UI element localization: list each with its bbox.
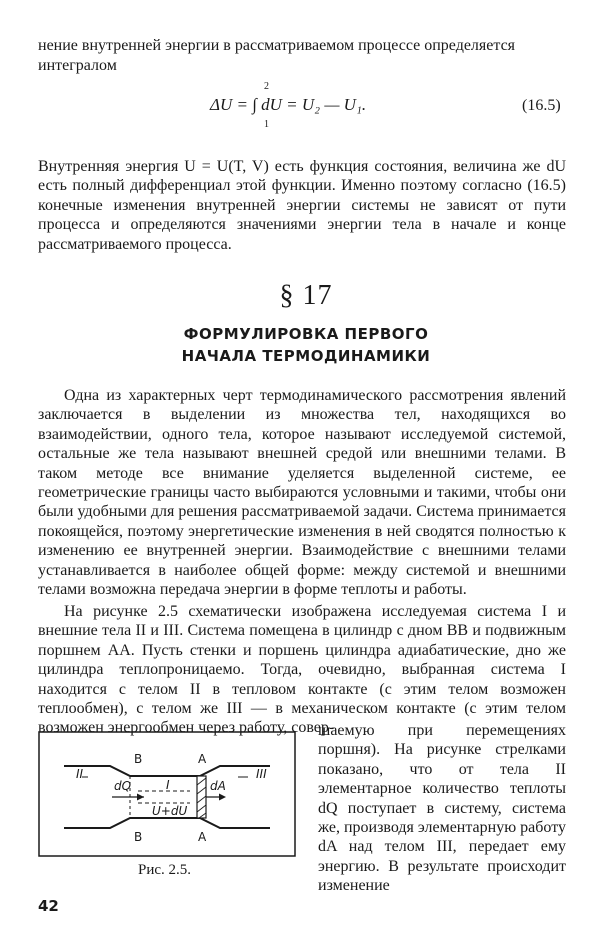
integral-upper-limit: 2 [264,81,269,92]
section-number: § 17 [279,280,333,311]
paragraph-state-function: Внутренняя энергия U = U(T, V) есть функция состояния, величина же dU есть полный дифференциал этой функции. Именно поэтому согласно (16.5) конечные изменения внутренней энергии системы не зависят от пути процесса и определяются значениями энергии тела в начале и конце рассматриваемого процесса. [38,158,566,253]
equation-number: (16.5) [522,97,561,114]
cylinder-bottom-wall [64,818,270,828]
heat-arrowhead [137,794,144,801]
paragraph-system: Одна из характерных черт термодинамического рассмотрения явлений заключается в выделении из множества тел, находящихся во взаимодействии, одного тела, которое называют исследуемой системой, остальные же тела называют внешней средой или внешними телами. В таком методе все внимание уделяется выделенной системе, ее геометрические границы часто выбираются условными и такими, чтобы они были удобными для решения рассматриваемой задачи. Система принимается покоящейся, поэтому энергетические изменения в ней сводятся полностью к изменению ее внутренней энергии. Взаимодействие с внешними телами устанавливается в наиболее общей форме: между системой и внешними телами возможна передача энергии в форме теплоты и работы. [38,387,566,599]
figure-label-dq: dQ [114,779,132,793]
paragraph-continued: шаемую при перемещениях поршня). На рисунке стрелками показано, что от тела II элементарное количество теплоты dQ поступает в систему, система же, производя элементарную работу dA над телом III, передает ему энергию. В результате происходит изменение [318,722,566,895]
figure-label-b-bottom: B [134,830,143,844]
figure-label-a-bottom: A [198,830,207,844]
work-arrowhead [219,794,226,801]
intro-line-2: интегралом [38,57,117,74]
integral-lower-limit: 1 [264,119,269,130]
figure-frame [39,732,295,856]
formula-expression: ΔU = ∫ dU = U₂ — U₁. [210,95,367,114]
intro-line-1: нение внутренней энергии в рассматриваемом процессе определяется [38,37,516,54]
section-title-line-2: НАЧАЛА ТЕРМОДИНАМИКИ [181,347,431,365]
figure-label-a-top: A [198,752,207,766]
figure-label-i: I [166,778,170,792]
cylinder-diagram [38,731,296,857]
paragraph-figure: На рисунке 2.5 схематически изображена исследуемая система I и внешние тела II и III. Система помещена в цилиндр с дном BB и подвижным поршнем AA. Пусть стенки и поршень цилиндра адиабатические, дно же цилиндра теплопроницаемо. Тогда, очевидно, выбранная система I находится с телом II в тепловом контакте (с этим телом возможен теплообмен), с телом же III — в механическом контакте (с этим телом возможен энергообмен через работу, совер- [38,603,566,737]
section-title-line-1: ФОРМУЛИРОВКА ПЕРВОГО [183,325,429,343]
figure-label-b-top: B [134,752,143,766]
figure-label-ii: II [76,767,84,781]
figure-2-5 [38,731,296,857]
figure-label-u-du: U+dU [152,804,188,818]
figure-label-da: dA [210,779,226,793]
equation-16-5 [210,81,367,130]
page-number: 42 [38,897,59,915]
figure-label-iii: III [256,767,267,781]
figure-caption: Рис. 2.5. [138,862,192,878]
cylinder-top-wall [64,766,270,776]
